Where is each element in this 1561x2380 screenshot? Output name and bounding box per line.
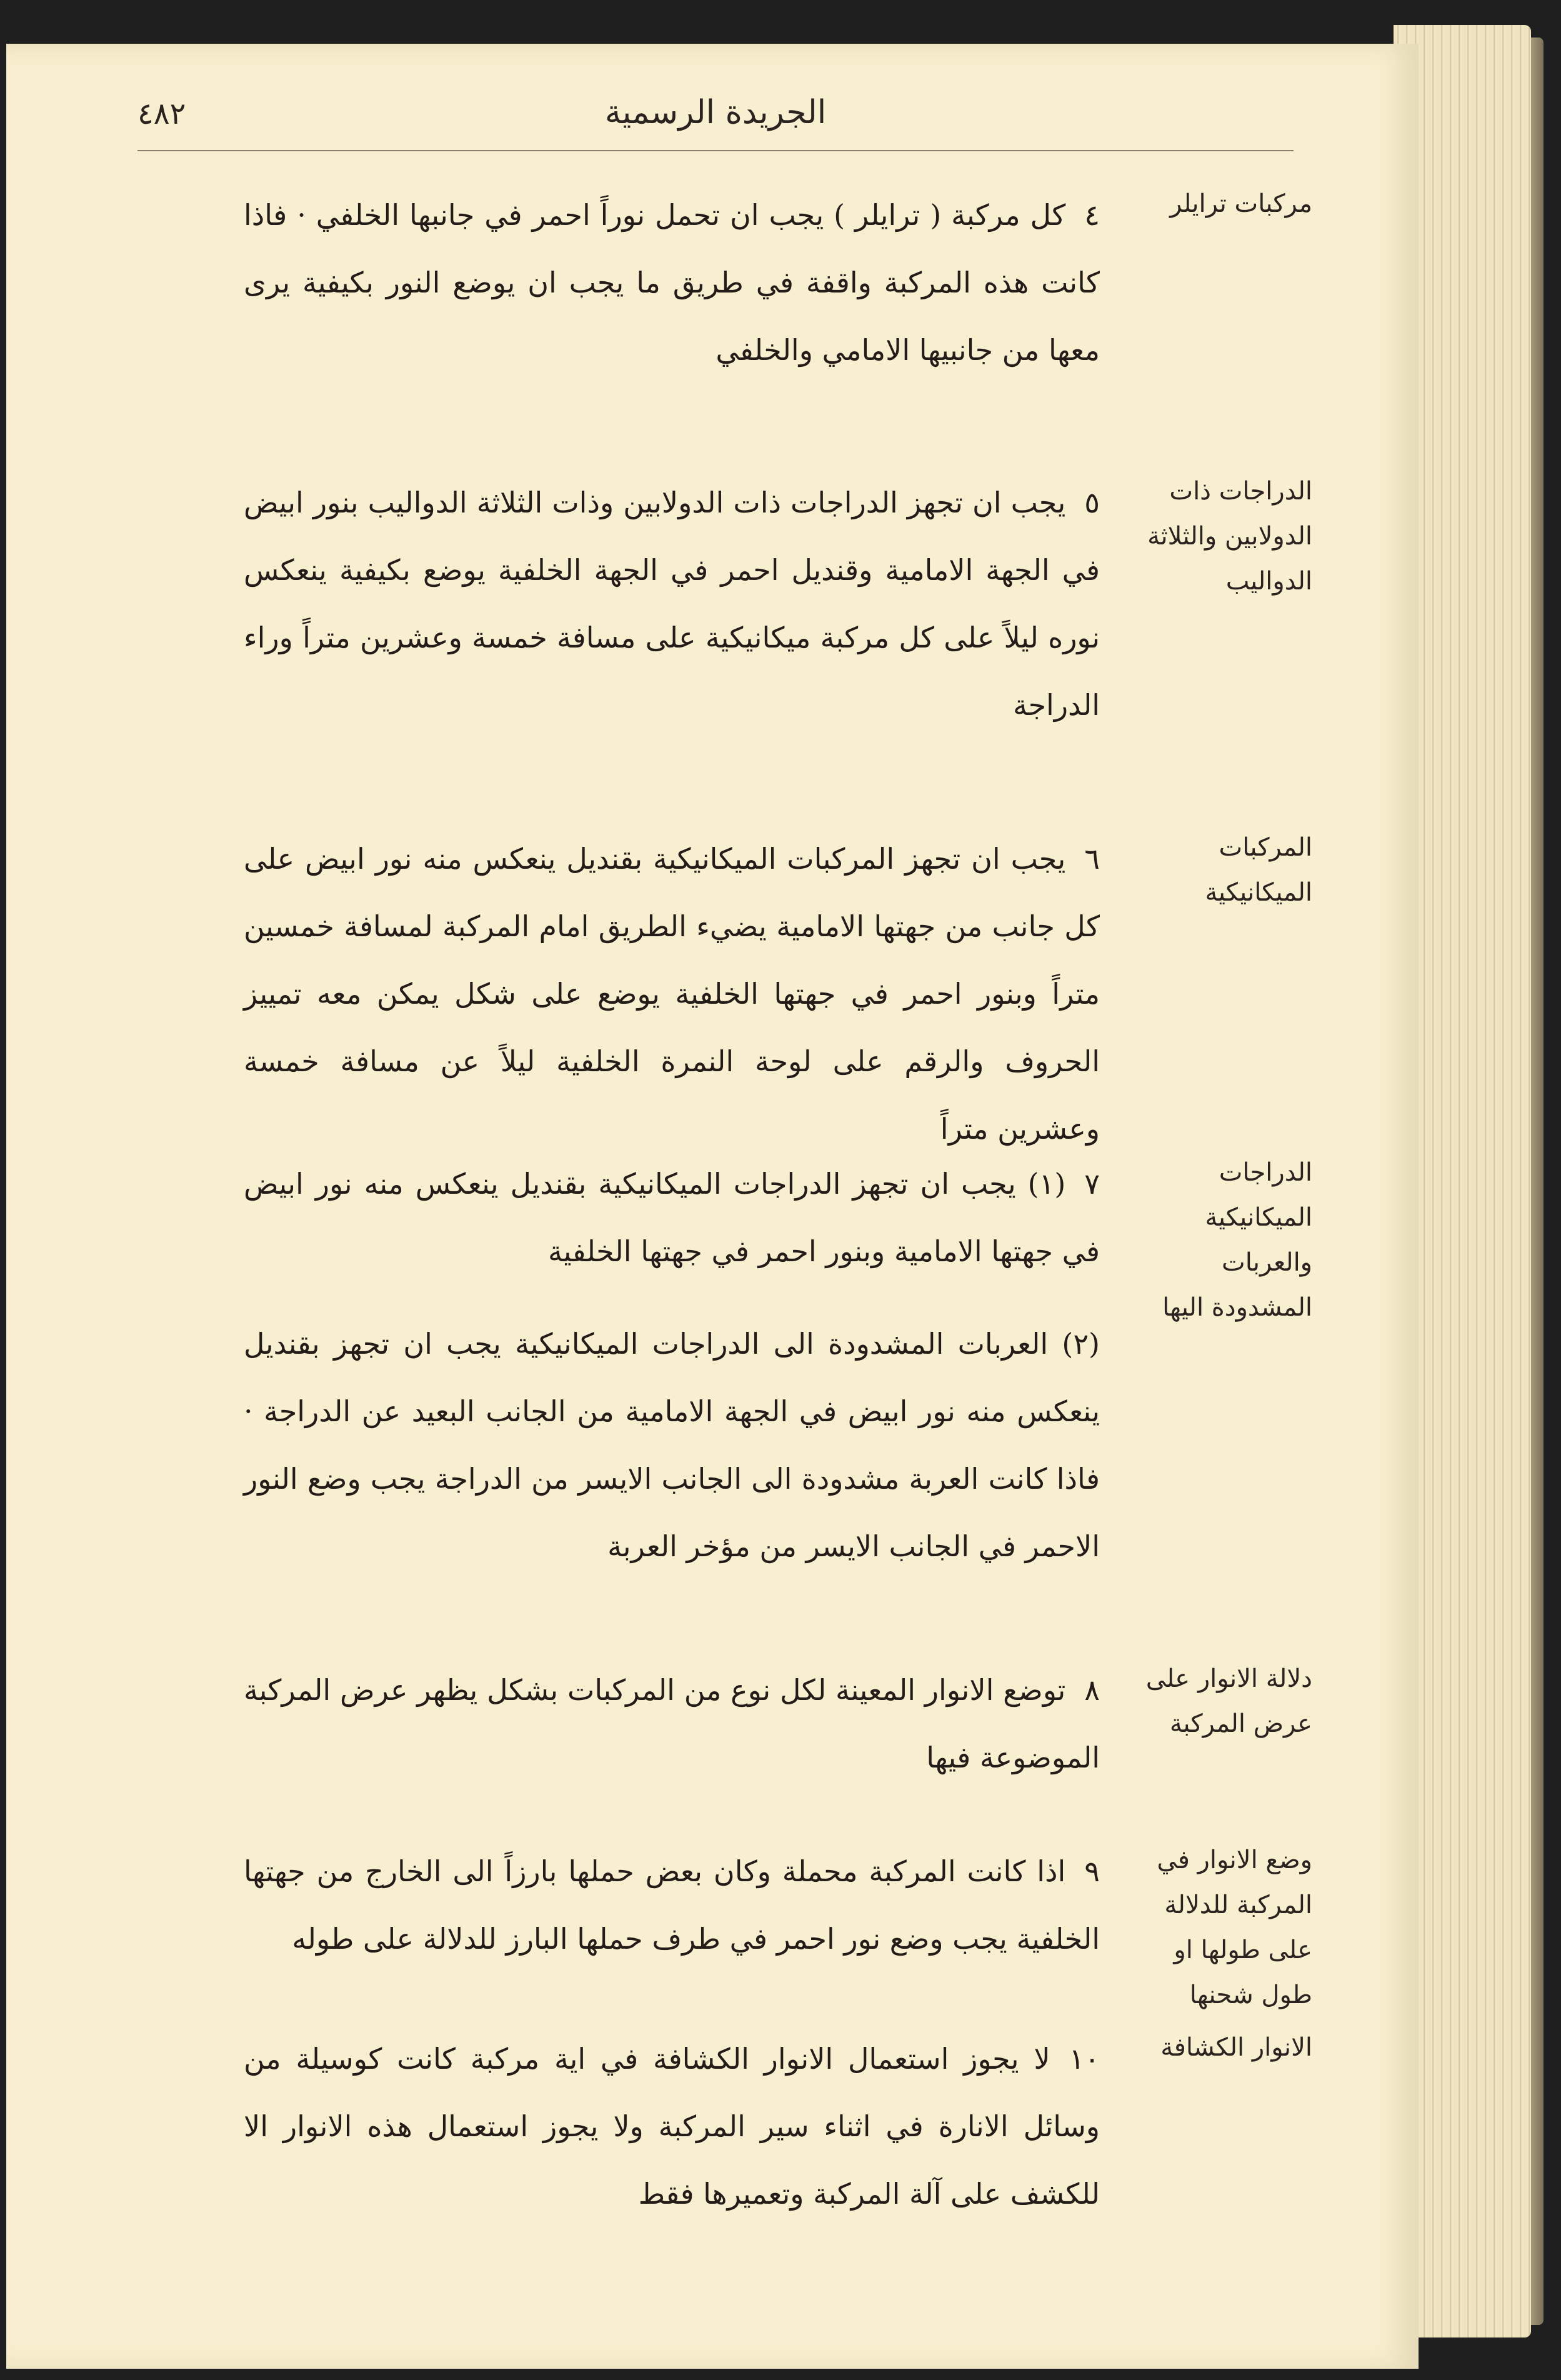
clause-text [244, 1656, 1100, 1791]
clause-text [244, 2025, 1100, 2228]
clause-number: ٨ [1084, 1673, 1100, 1707]
margin-note: المركبات الميكانيكية [1205, 833, 1312, 907]
header-rule [137, 150, 1294, 151]
page-number: ٤٨٢ [137, 96, 186, 131]
margin-note: وضع الانوار في المركبة للدلالة على طولها او طول شحنها [1157, 1846, 1312, 2009]
clause-text [244, 1838, 1100, 1972]
clause-text [244, 1150, 1100, 1580]
margin-note: الدراجات ذات الدولابين والثلاثة الدواليب [1147, 477, 1312, 596]
clause-text [244, 469, 1100, 739]
publication-title: الجريدة الرسمية [604, 94, 827, 131]
margin-note: دلالة الانوار على عرض المركبة [1145, 1664, 1312, 1738]
clause-number: ٦ [1084, 842, 1100, 876]
clause-text [244, 825, 1100, 1162]
subclause-body: (١) يجب ان تجهز الدراجات الميكانيكية بقنديل ينعكس منه نور ابيض في جهتها الامامية وبنور احمر في جهتها الخلفية [244, 1167, 1100, 1268]
clause-number: ١٠ [1069, 2042, 1100, 2076]
clause-number: ٥ [1084, 486, 1100, 519]
clause-body: توضع الانوار المعينة لكل نوع من المركبات بشكل يظهر عرض المركبة الموضوعة فيها [244, 1673, 1100, 1774]
margin-note: الدراجات الميكانيكية والعربات المشدودة اليها [1162, 1158, 1312, 1322]
subclause-1 [244, 1150, 1100, 1285]
clause-body: كل مركبة ( ترايلر ) يجب ان تحمل نوراً احمر في جانبها الخلفي · فاذا كانت هذه المركبة واقفة في طريق ما يجب ان يوضع النور بكيفية يرى معها من جانبيها الامامي والخلفي [244, 198, 1100, 367]
clause-number: ٧ [1084, 1167, 1100, 1201]
margin-note: مركبات ترايلر [1170, 189, 1312, 218]
clause-text [244, 181, 1100, 384]
subclause-2: (٢) العربات المشدودة الى الدراجات الميكانيكية يجب ان تجهز بقنديل ينعكس منه نور ابيض في الجهة الامامية من الجانب البعيد عن الدراجة · فاذا كانت العربة مشدودة الى الجانب الايسر من الدراجة يجب وضع النور الاحمر في الجانب الايسر من مؤخر العربة [244, 1327, 1100, 1563]
margin-note: الانوار الكشافة [1160, 2033, 1312, 2062]
clause-body: اذا كانت المركبة محملة وكان بعض حملها بارزاً الى الخارج من جهتها الخلفية يجب وضع نور احمر في طرف حملها البارز للدلالة على طوله [244, 1854, 1100, 1956]
gazette-page [6, 44, 1419, 2369]
running-head [137, 94, 1294, 144]
clause-body: يجب ان تجهز الدراجات ذات الدولابين وذات الثلاثة الدواليب بنور ابيض في الجهة الامامية وقنديل احمر في الجهة الخلفية يوضع بكيفية ينعكس نوره ليلاً على كل مركبة ميكانيكية على مسافة خمسة وعشرين متراً وراء الدراجة [244, 486, 1100, 722]
clause-body: يجب ان تجهز المركبات الميكانيكية بقنديل ينعكس منه نور ابيض على كل جانب من جهتها الامامية يضيء الطريق امام المركبة لمسافة خمسين متراً وبنور احمر في جهتها الخلفية يوضع على شكل يمكن معه تمييز الحروف والرقم على لوحة النمرة الخلفية ليلاً عن مسافة خمسة وعشرين متراً [244, 842, 1100, 1146]
clause-number: ٩ [1084, 1854, 1100, 1888]
clause-number: ٤ [1084, 198, 1100, 232]
clause-body: لا يجوز استعمال الانوار الكشافة في اية مركبة كانت كوسيلة من وسائل الانارة في اثناء سير المركبة ولا يجوز استعمال هذه الانوار الا للكشف على آلة المركبة وتعميرها فقط [244, 2042, 1100, 2211]
